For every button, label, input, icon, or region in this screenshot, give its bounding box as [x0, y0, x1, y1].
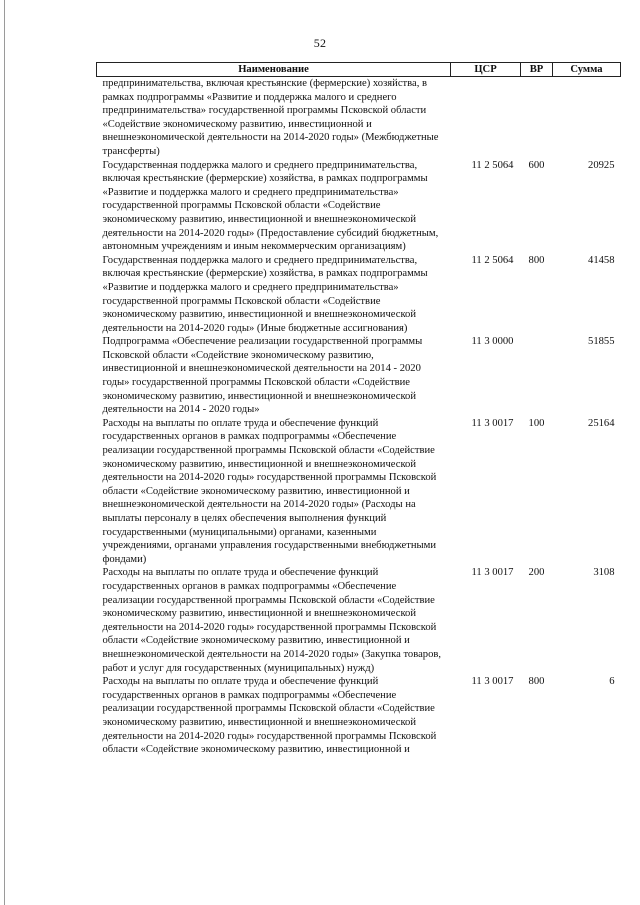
row-vr-cell: 200 [528, 567, 545, 579]
table-row [97, 335, 621, 417]
row-csr-cell [451, 77, 521, 159]
row-csr-cell: 11 3 0017 [471, 417, 514, 429]
budget-table [96, 62, 621, 757]
row-sum-cell: 6 [609, 676, 615, 688]
table-row [97, 675, 621, 757]
row-name-cell: предпринимательства, включая крестьянские (фермерские) хозяйства, в рамках подпрограммы «Развитие и поддержка малого и среднего предпринимательства» государственной программы Псковской области «Содействие экономическому развитию, инвестиционной и внешнеэкономической деятельности на 2014-2020 годы» (Межбюджетные трансферты) [102, 78, 439, 157]
table-row [97, 77, 621, 159]
row-csr-cell: 11 3 0017 [471, 567, 514, 579]
row-sum-cell: 41458 [588, 254, 615, 266]
row-vr-cell: 100 [528, 417, 545, 429]
table-row [97, 254, 621, 336]
table-row [97, 566, 621, 675]
row-sum-cell: 25164 [588, 417, 615, 429]
row-vr-cell [521, 77, 553, 159]
row-name-cell: Государственная поддержка малого и среднего предпринимательства, включая крестьянские (фермерские) хозяйства, в рамках подпрограммы «Развитие и поддержка малого и среднего предпринимательства» государственной программы Псковской области «Содействие экономическому развитию, инвестиционной и внешнеэкономической деятельности на 2014-2020 годы» (Предоставление субсидий бюджетным, автономным учреждениям и иным некоммерческим организациям) [102, 159, 439, 253]
column-header-vr: ВР [521, 63, 553, 77]
row-name-cell: Подпрограмма «Обеспечение реализации государственной программы Псковской области «Содействие экономическому развитию, инвестиционной и внешнеэкономической деятельности на 2014 - 2020 годы» государственной программы Псковской области «Содействие экономическому развитию, инвестиционной и внешнеэкономической деятельности на 2014 - 2020 годы» [102, 336, 423, 416]
row-sum-cell: 3108 [593, 567, 615, 579]
row-name-cell: Расходы на выплаты по оплате труда и обеспечение функций государственных органов в рамках подпрограммы «Обеспечение реализации государственной программы Псковской области «Содействие экономическому развитию, инвестиционной и внешнеэкономической деятельности на 2014-2020 годы» государственной программы Псковской области «Содействие экономическому развитию, инвестиционной и внешнеэкономической деятельности на 2014-2020 годы» (Расходы на выплаты персоналу в целях обеспечения выполнения функций государственными (муниципальными) органами, казенными учреждениями, органами управления государственными внебюджетными фондами) [102, 417, 437, 565]
row-name-cell: Расходы на выплаты по оплате труда и обеспечение функций государственных органов в рамках подпрограммы «Обеспечение реализации государственной программы Псковской области «Содействие экономическому развитию, инвестиционной и внешнеэкономической деятельности на 2014-2020 годы» государственной программы Псковской области «Содействие экономическому развитию, инвестиционной и внешнеэкономической деятельности на 2014-2020 годы» (Закупка товаров, работ и услуг для государственных (муниципальных) нужд) [102, 567, 442, 674]
row-csr-cell: 11 2 5064 [471, 159, 514, 171]
row-vr-cell [521, 335, 553, 417]
row-name-cell: Расходы на выплаты по оплате труда и обеспечение функций государственных органов в рамках подпрограммы «Обеспечение реализации государственной программы Псковской области «Содействие экономическому развитию, инвестиционной и внешнеэкономической деятельности на 2014-2020 годы» государственной программы Псковской области «Содействие экономическому развитию, инвестиционной и [102, 676, 437, 756]
page-number: 52 [313, 36, 327, 50]
column-header-name: Наименование [97, 63, 451, 77]
row-csr-cell: 11 3 0000 [471, 336, 514, 348]
row-vr-cell: 800 [528, 254, 545, 266]
table-row [97, 159, 621, 254]
row-name-cell: Государственная поддержка малого и среднего предпринимательства, включая крестьянские (фермерские) хозяйства, в рамках подпрограммы «Развитие и поддержка малого и среднего предпринимательства» государственной программы Псковской области «Содействие экономическому развитию, инвестиционной и внешнеэкономической деятельности на 2014-2020 годы» (Иные бюджетные ассигнования) [102, 254, 428, 334]
row-csr-cell: 11 3 0017 [471, 676, 514, 688]
row-vr-cell: 800 [528, 676, 545, 688]
page-edge-line [4, 0, 5, 905]
table-row [97, 417, 621, 567]
row-sum-cell: 20925 [588, 159, 615, 171]
table-header-row [97, 63, 621, 77]
row-sum-cell: 51855 [588, 336, 615, 348]
column-header-sum: Сумма [553, 63, 621, 77]
column-header-csr: ЦСР [451, 63, 521, 77]
row-vr-cell: 600 [528, 159, 545, 171]
row-csr-cell: 11 2 5064 [471, 254, 514, 266]
row-sum-cell [553, 77, 621, 159]
